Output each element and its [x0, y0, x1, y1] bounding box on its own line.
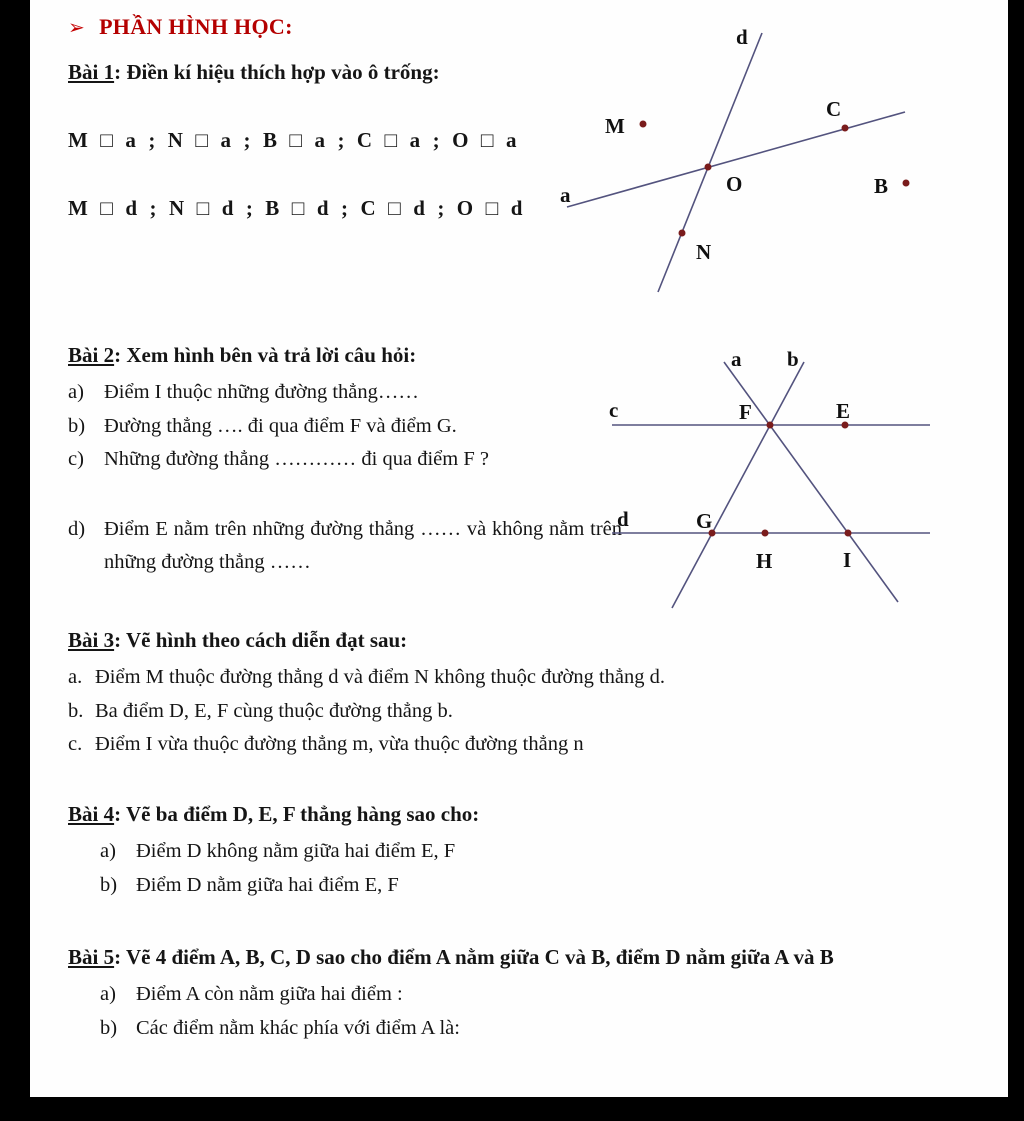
- bai2-item-b: [68, 410, 622, 444]
- scan-border-right: [1008, 0, 1024, 1121]
- bai2-title: : Xem hình bên và trả lời câu hỏi:: [114, 343, 417, 367]
- label-line-b: b: [787, 347, 799, 371]
- item-marker: c): [68, 448, 84, 470]
- bai1-row-d: M □ d ; N □ d ; B □ d ; C □ d ; O □ d: [68, 196, 523, 220]
- section-bai4: [68, 800, 968, 902]
- section-bai5: [68, 943, 978, 1045]
- bai1-title: : Điền kí hiệu thích hợp vào ô trống:: [114, 60, 440, 84]
- label-point-F: F: [739, 400, 752, 424]
- label-point-B: B: [874, 174, 889, 198]
- point-N-dot: [679, 230, 686, 237]
- label-point-E: E: [836, 399, 851, 423]
- bai4-item-b: [68, 869, 968, 903]
- item-marker: a): [68, 381, 84, 403]
- point-I-dot: [845, 530, 852, 537]
- bai3-item-a: [68, 661, 968, 695]
- label-line-d: d: [736, 25, 748, 49]
- item-text: Các điểm nằm khác phía với điểm A là:: [136, 1016, 460, 1039]
- page-title: PHẦN HÌNH HỌC:: [99, 14, 293, 39]
- item-text: Điểm M thuộc đường thẳng d và điểm N không thuộc đường thẳng d.: [95, 666, 665, 688]
- label-point-N: N: [696, 240, 712, 264]
- item-marker: b): [68, 414, 86, 437]
- bai4-title: : Vẽ ba điểm D, E, F thẳng hàng sao cho:: [114, 802, 480, 826]
- point-F-dot: [767, 422, 774, 429]
- item-marker: a.: [68, 666, 83, 688]
- item-text: Đường thẳng …. đi qua điểm F và điểm G.: [104, 414, 457, 437]
- bai3-item-c: [68, 728, 968, 762]
- scan-border-bottom: [0, 1097, 1024, 1121]
- figure-bai2: [585, 340, 955, 625]
- point-H-dot: [762, 530, 769, 537]
- item-marker: c.: [68, 733, 83, 755]
- item-text: Điểm D không nằm giữa hai điểm E, F: [136, 840, 456, 862]
- bai4-item-a: [68, 835, 968, 869]
- bai3-title: : Vẽ hình theo cách diễn đạt sau:: [114, 628, 408, 652]
- item-text: Điểm D nằm giữa hai điểm E, F: [136, 873, 399, 896]
- item-text: Ba điểm D, E, F cùng thuộc đường thẳng b.: [95, 699, 453, 722]
- item-text: Những đường thẳng ………… đi qua điểm F ?: [104, 448, 489, 470]
- item-marker: d): [68, 517, 86, 540]
- bai2-item-a: [68, 376, 622, 410]
- section-bai3: [68, 626, 968, 762]
- bai2-label: Bài 2: [68, 343, 115, 367]
- label-line-d: d: [617, 507, 629, 531]
- bai3-label: Bài 3: [68, 628, 115, 652]
- bai2-item-d: [68, 513, 622, 580]
- line-a: [724, 362, 898, 602]
- point-B-dot: [903, 180, 910, 187]
- label-point-G: G: [696, 509, 713, 533]
- bai3-item-b: [68, 695, 968, 729]
- document-page: [30, 0, 1008, 1097]
- line-b: [672, 362, 804, 608]
- item-text: Điểm I thuộc những đường thẳng……: [104, 381, 419, 403]
- section-bai2: [68, 341, 622, 580]
- point-C-dot: [842, 125, 849, 132]
- label-line-c: c: [609, 398, 619, 422]
- arrow-bullet-icon: ➢: [68, 17, 86, 39]
- point-O-dot: [705, 164, 712, 171]
- item-marker: a): [100, 983, 116, 1005]
- label-point-M: M: [605, 114, 625, 138]
- section-bai1-title: [68, 58, 440, 93]
- bai5-item-a: [68, 978, 978, 1012]
- label-line-a: a: [560, 183, 571, 207]
- bai5-item-b: [68, 1012, 978, 1046]
- item-text: Điểm I vừa thuộc đường thẳng m, vừa thuộc đường thẳng n: [95, 733, 584, 755]
- item-marker: b.: [68, 699, 84, 722]
- point-M-dot: [640, 121, 647, 128]
- section-heading: [68, 14, 293, 40]
- item-marker: b): [100, 873, 118, 896]
- bai2-item-c: [68, 443, 622, 477]
- item-text: Điểm E nằm trên những đường thẳng …… và không nằm trên những đường thẳng ……: [104, 517, 622, 573]
- bai5-label: Bài 5: [68, 945, 115, 969]
- item-marker: a): [100, 840, 116, 862]
- bai1-label: Bài 1: [68, 60, 115, 84]
- bai5-title: : Vẽ 4 điểm A, B, C, D sao cho điểm A nằm giữa C và B, điểm D nằm giữa A và B: [114, 945, 834, 969]
- label-point-O: O: [726, 172, 743, 196]
- bai4-label: Bài 4: [68, 802, 115, 826]
- scan-border-left: [0, 0, 30, 1121]
- item-marker: b): [100, 1016, 118, 1039]
- label-point-C: C: [826, 97, 842, 121]
- item-text: Điểm A còn nằm giữa hai điểm :: [136, 983, 403, 1005]
- label-point-H: H: [756, 549, 773, 573]
- figure-bai1: [550, 10, 960, 310]
- bai1-row-a: M □ a ; N □ a ; B □ a ; C □ a ; O □ a: [68, 128, 518, 152]
- label-line-a: a: [731, 347, 742, 371]
- label-point-I: I: [843, 548, 852, 572]
